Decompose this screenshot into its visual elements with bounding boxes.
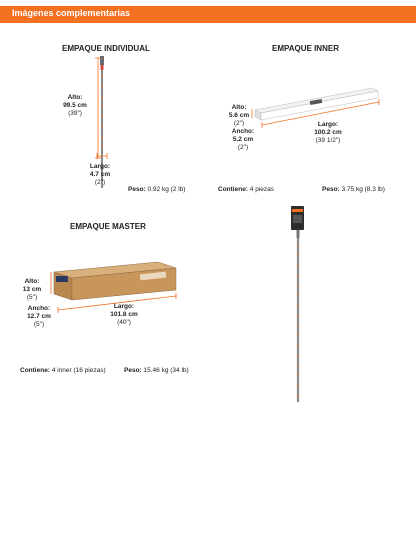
individual-title: EMPAQUE INDIVIDUAL	[62, 44, 150, 53]
master-contiene: Contiene: 4 inner (16 piezas)	[20, 367, 106, 374]
master-title: EMPAQUE MASTER	[70, 222, 146, 231]
master-peso: Peso: 15.46 kg (34 lb)	[124, 367, 189, 374]
inner-alto: Alto:	[231, 104, 247, 111]
individual-alto: Alto: 99.5 cm (39")	[63, 94, 87, 117]
individual-largo: Largo: 4.7 cm (2")	[89, 163, 111, 186]
individual-peso: Peso: 0.92 kg (2 lb)	[128, 186, 186, 193]
master-largo: Largo: 101.8 cm (40")	[110, 303, 138, 326]
drill-bit-product-photo	[288, 204, 308, 404]
inner-contiene: Contiene: 4 piezas	[218, 186, 275, 193]
master-alto: Alto: 13 cm (5")	[22, 278, 42, 301]
section-header	[0, 6, 416, 23]
inner-largo: Largo: 100.2 cm (39 1/2")	[314, 121, 342, 144]
master-ancho: Ancho: 12.7 cm (5")	[27, 305, 51, 328]
inner-ancho: Ancho: 5.2 cm (2")	[231, 128, 255, 151]
inner-alto-values: 5.6 cm (2")	[228, 112, 250, 127]
inner-title: EMPAQUE INNER	[272, 44, 339, 53]
section-header-title: Imágenes complementarias	[12, 8, 131, 18]
inner-peso: Peso: 3.75 kg (8.3 lb)	[322, 186, 385, 193]
